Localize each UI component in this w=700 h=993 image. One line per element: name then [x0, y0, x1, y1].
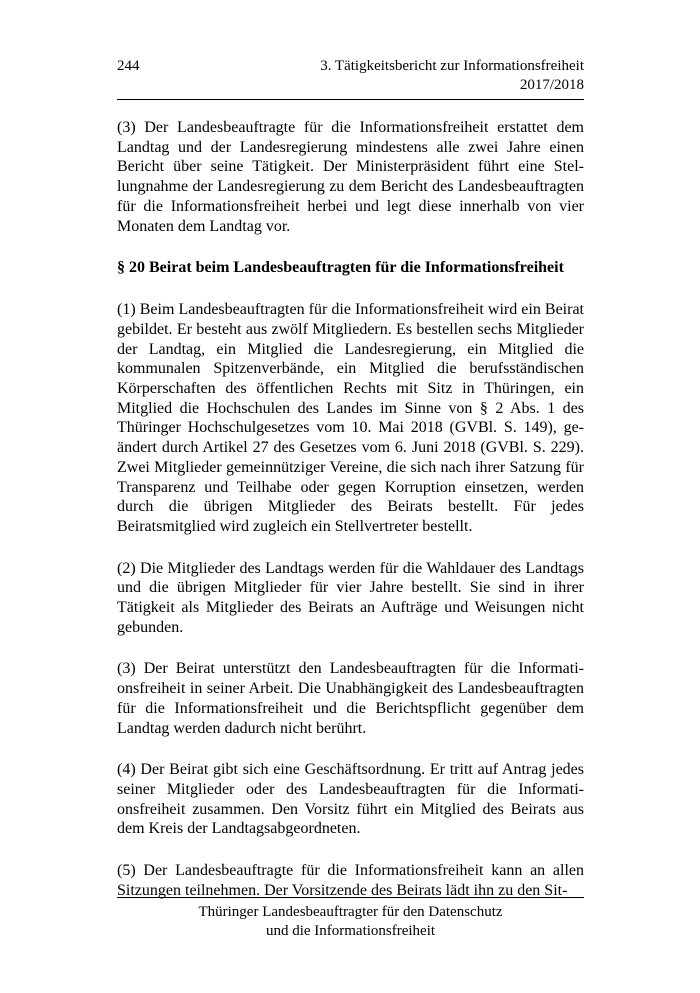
running-title-line1: 3. Tätigkeitsbericht zur Informationsfreiheit — [320, 58, 584, 74]
footer-line1: Thüringer Landesbeauftragter für den Datenschutz — [198, 904, 503, 920]
section-heading: § 20 Beirat beim Landesbeauftragten für die Informationsfreiheit — [117, 259, 564, 277]
page-footer — [117, 897, 584, 940]
paragraph-3-report: (3) Der Landesbeauftragte für die Informationsfreiheit erstattet dem Landtag und der Landesregierung mindestens alle zwei Jahre einen Bericht über seine Tätigkeit. Der Ministerpräsident führt eine Stellungnahme der Landesregierung zu dem Bericht des Landesbeauftragten für die Informationsfreiheit herbei und legt diese innerhalb von vier Monaten dem Landtag vor. — [117, 119, 584, 235]
paragraph-3: (3) Der Beirat unterstützt den Landesbeauftragten für die Informationsfreiheit in seiner Arbeit. Die Unabhängigkeit des Landesbeauftragten für die Informationsfreiheit und die Berichtspflicht gegenüber dem Landtag werden dadurch nicht berührt. — [117, 660, 584, 737]
running-title — [320, 57, 584, 94]
paragraph-5: (5) Der Landesbeauftragte für die Informationsfreiheit kann an allen Sitzungen teilnehmen. Der Vorsitzende des Beirats lädt ihn zu den Sit- — [117, 862, 584, 899]
paragraph-2: (2) Die Mitglieder des Landtags werden für die Wahldauer des Landtags und die übrigen Mitglieder für vier Jahre bestellt. Sie sind in ihrer Tätigkeit als Mitglieder des Beirats an Aufträge und Weisungen nicht gebunden. — [117, 559, 584, 636]
page-body — [117, 118, 584, 923]
running-title-line2: 2017/2018 — [519, 76, 584, 93]
page-header — [117, 55, 584, 100]
footer-line2: und die Informationsfreiheit — [265, 922, 436, 939]
paragraph-1: (1) Beim Landesbeauftragten für die Informationsfreiheit wird ein Beirat gebildet. Er besteht aus zwölf Mitgliedern. Es bestellen sechs Mitglieder der Landtag, ein Mitglied die Landesregierung, ein Mitglied die kommunalen Spitzenverbände, ein Mitglied die berufsständischen Körperschaften des öffentlichen Rechts mit Sitz in Thüringen, ein Mitglied die Hochschulen des Landes im Sinne von § 2 Abs. 1 des Thüringer Hochschulgesetzes vom 10. Mai 2018 (GVBl. S. 149), geändert durch Artikel 27 des Gesetzes vom 6. Juni 2018 (GVBl. S. 229). Zwei Mitglieder gemeinnütziger Vereine, die sich nach ihrer Satzung für Transparenz und Teilhabe oder gegen Korruption einsetzen, werden durch die übrigen Mitglieder des Beirats bestellt. Für jedes Beiratsmitglied wird zugleich ein Stellvertreter bestellt. — [117, 301, 584, 535]
paragraph-4: (4) Der Beirat gibt sich eine Geschäftsordnung. Er tritt auf Antrag jedes seiner Mitglieder oder des Landesbeauftragten für die Informationsfreiheit zusammen. Den Vorsitz führt ein Mitglied des Beirats aus dem Kreis der Landtagsabgeordneten. — [117, 761, 584, 838]
page-number: 244 — [117, 58, 140, 74]
